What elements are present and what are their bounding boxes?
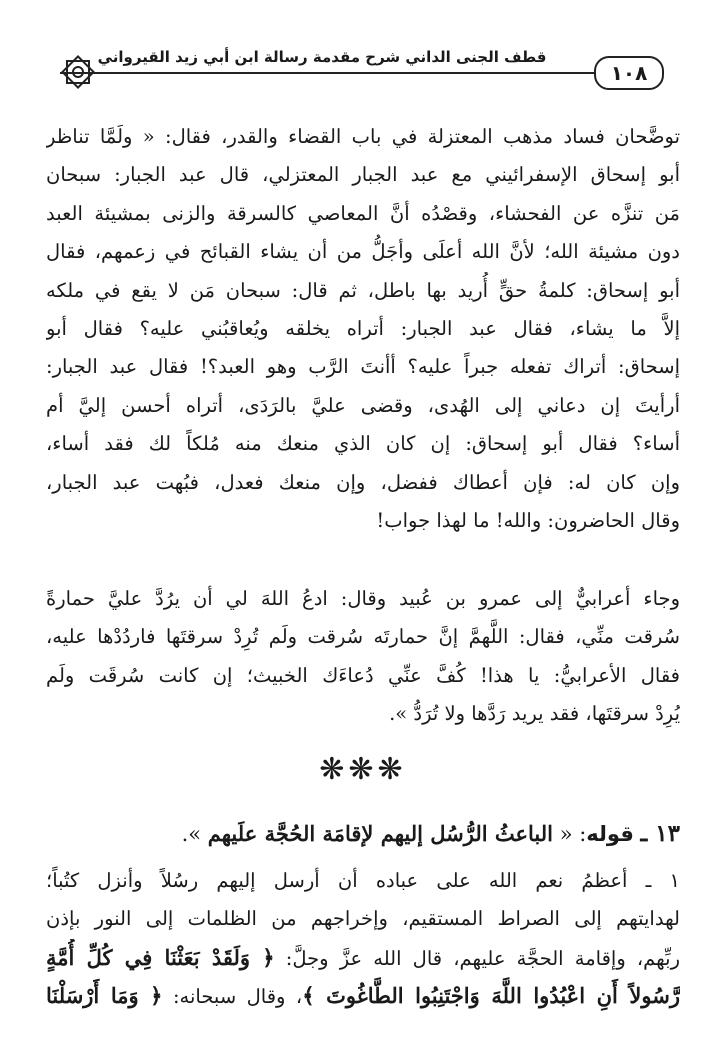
quran-verse: رَّسُولاً أَنِ اعْبُدُوا اللَّهَ وَاجْتَنِبُوا الطَّاغُوتَ ﴾ [302, 983, 680, 1009]
section-separator: ❋❋❋ [319, 752, 407, 787]
text-line: إلاَّ ما يشاء، فقال عبد الجبار: أتراه يخلقه ويُعاقبُني عليه؟ فقال أبو [46, 316, 680, 340]
heading-keyword: قوله [586, 822, 634, 846]
text-line: لهدايتهم إلى الصراط المستقيم، وإخراجهم من الظلمات إلى النور بإذن [46, 907, 680, 931]
text-line: أبو إسحاق: كلمةُ حقٍّ أُريد بها باطل، ثم قال: سبحان مَن لا يقع في ملكه [46, 278, 680, 302]
line-text: ربِّهم، وإقامة الحجَّة عليهم، قال الله عزَّ وجلَّ: [274, 946, 680, 970]
quran-verse: ﴿ وَمَا أَرْسَلْنَا [46, 983, 163, 1009]
section-heading [46, 812, 680, 856]
line-text: ، وقال سبحانه: [162, 985, 303, 1009]
book-title: قطف الجنى الداني شرح مقدمة رسالة ابن أبي زيد القيرواني [97, 48, 547, 66]
text-line: إسحاق: أتراك تفعله جبراً عليه؟ أأنتَ الرَّب وهو العبد؟! فقال عبد الجبار: [46, 355, 680, 379]
paragraph-messengers [46, 862, 680, 1016]
text-line: مَن تنزَّه عن الفحشاء، وقصْدُه أنَّ المعاصي كالسرقة والزنى بمشيئة العبد [46, 201, 680, 225]
quote-open: : « [559, 822, 587, 846]
text-line: دون مشيئة الله؛ لأنَّ الله أعلَى وأجَلُّ من أن يشاء القبائح في زعمهم، فقال [46, 240, 680, 264]
text-line: ١ ـ أعظمُ نعم الله على عباده أن أرسل إليهم رسُلاً وأنزل كتُباً؛ [46, 869, 680, 892]
text-line: أساء؟ فقال أبو إسحاق: إن كان الذي منعك منه مُلكاً لك فقد أساء، [46, 432, 680, 456]
text-line: وجاء أعرابيٌّ إلى عمرو بن عُبيد وقال: ادعُ اللهَ لي أن يرُدَّ عليَّ حمارةً [46, 587, 680, 610]
page-header [60, 44, 664, 94]
text-line: وقال الحاضرون: والله! ما لهذا جواب! [376, 508, 680, 532]
section-number: ١٣ ـ [640, 820, 680, 847]
page-number: ١٠٨ [594, 56, 664, 90]
paragraph-debate [46, 118, 680, 540]
paragraph-bedouin [46, 580, 680, 734]
heading-title: الباعثُ الرُّسُل إليهم لإقامَة الحُجَّة علَيهم [207, 821, 553, 846]
text-line: أرأيتَ إن دعاني إلى الهُدى، وقضى عليَّ بالرَدَى، أتراه أحسن إليَّ أم [46, 393, 680, 417]
quote-close: ». [181, 822, 202, 846]
quran-verse: ﴿ وَلَقَدْ بَعَثْنَا فِي كُلِّ أُمَّةٍ [46, 944, 275, 970]
text-line: وإن كان له: فإن أعطاك ففضل، وإن منعك فعدل، فبُهت عبد الجبار، [46, 470, 680, 494]
text-line [46, 977, 680, 1015]
text-line: فقال الأعرابيُّ: يا هذا! كُفَّ عنِّي دُعاءَك الخبيث؛ إن كانت سُرقَت ولَم [46, 663, 680, 687]
text-line: سُرقت منِّي، فقال: اللَّهمَّ إنَّ حمارتَه سُرقت ولَم تُرِدْ سرقتَها فاردُدْها عليه، [46, 625, 680, 649]
header-rule [60, 72, 664, 74]
text-line: توضَّحان فساد مذهب المعتزلة في باب القضاء والقدر، فقال: « ولَمَّا تناظر [46, 125, 680, 148]
text-line: يُرِدْ سرقتَها، فقد يريد رَدَّها ولا تُرَدُّ ». [389, 702, 680, 726]
text-line [46, 939, 680, 977]
text-line: أبو إسحاق الإسفرائيني مع عبد الجبار المعتزلي، قال عبد الجبار: سبحان [46, 163, 680, 187]
